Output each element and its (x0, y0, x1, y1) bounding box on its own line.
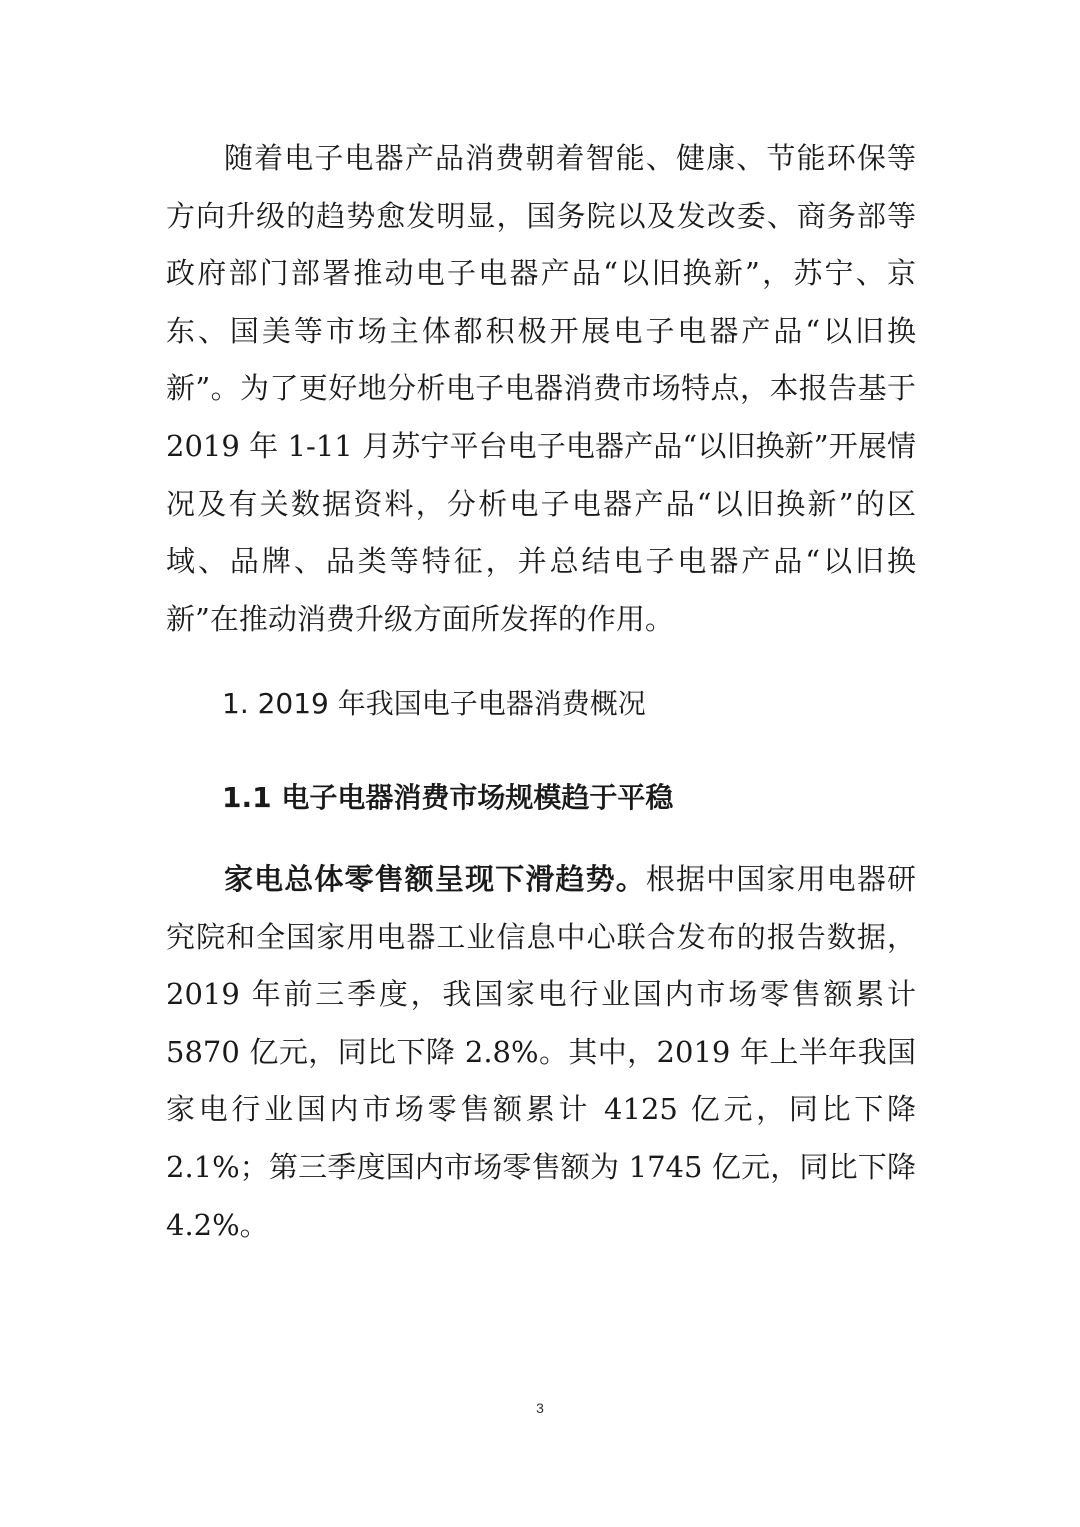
section-heading: 1. 2019 年我国电子电器消费概况 (222, 687, 646, 720)
retail-body-text: 根据中国家用电器研究院和全国家用电器工业信息中心联合发布的报告数据，2019 年前三季度，我国家电行业国内市场零售额累计 5870 亿元，同比下降 2.8%。其中，2019 年上半年我国家电行业国内市场零售额累计 4125 亿元，同比下降 2.1%；第三季度国内市场零售额为 1745 亿元，同比下降 4.2%。 (166, 862, 916, 1242)
intro-paragraph: 随着电子电器产品消费朝着智能、健康、节能环保等方向升级的趋势愈发明显，国务院以及发改委、商务部等政府部门部署推动电子电器产品“以旧换新”，苏宁、京东、国美等市场主体都积极开展电子电器产品“以旧换新”。为了更好地分析电子电器消费市场特点，本报告基于 2019 年 1-11 月苏宁平台电子电器产品“以旧换新”开展情况及有关数据资料，分析电子电器产品“以旧换新”的区域、品牌、品类等特征，并总结电子电器产品“以旧换新”在推动消费升级方面所发挥的作用。 (166, 141, 916, 636)
page-number: 3 (536, 1400, 544, 1416)
retail-lead-sentence: 家电总体零售额呈现下滑趋势。 (224, 862, 646, 896)
retail-paragraph (166, 851, 916, 1254)
subsection-heading: 1.1 电子电器消费市场规模趋于平稳 (222, 781, 674, 814)
